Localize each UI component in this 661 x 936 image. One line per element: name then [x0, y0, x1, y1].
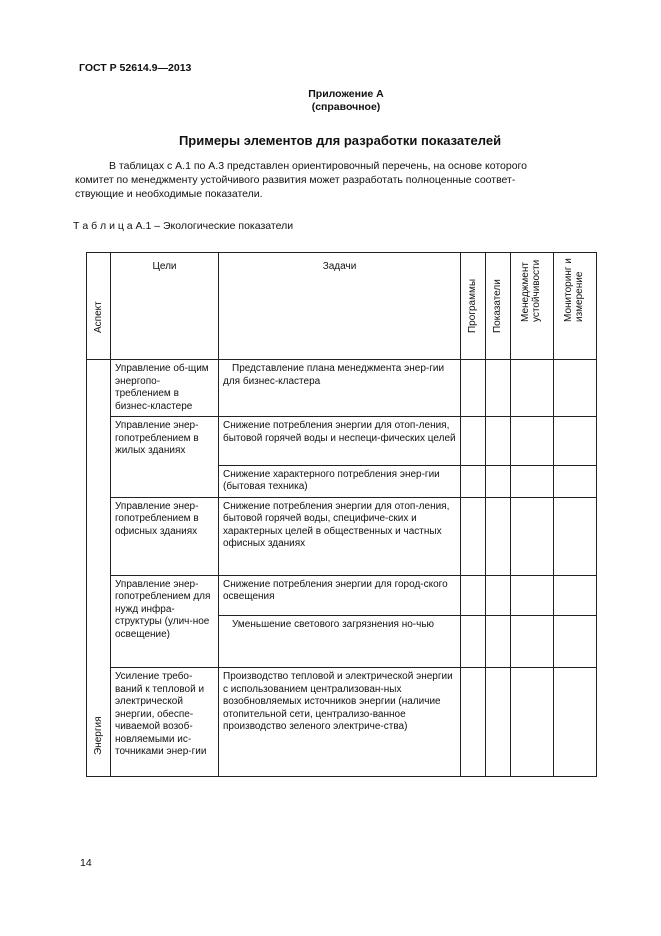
- header-monitoring: [554, 253, 597, 360]
- header-tasks: Задачи: [219, 253, 461, 360]
- annex-title: Приложение А: [308, 88, 384, 100]
- task-cell: Снижение потребления энергии для отоп-ления, бытовой горячей воды и неспеци-фических целей: [219, 417, 461, 466]
- check-cell: [554, 465, 597, 497]
- header-indicators-label: Показатели: [492, 279, 503, 333]
- aspect-label: Энергия: [92, 716, 104, 755]
- check-cell: [461, 360, 486, 417]
- header-indicators: [486, 253, 511, 360]
- check-cell: [554, 668, 597, 777]
- annex-note: (справочное): [311, 101, 381, 113]
- task-cell: Снижение потребления энергии для отоп-ления, бытовой горячей воды, специфиче-ских и характерных целей в общественных и частных офисных зданиях: [219, 497, 461, 575]
- check-cell: [511, 360, 554, 417]
- page-number: 14: [80, 857, 92, 869]
- intro-line: В таблицах с А.1 по А.3 представлен ориентировочный перечень, на основе которого: [109, 160, 527, 172]
- header-aspect-label: Аспект: [92, 301, 104, 333]
- header-monitoring-label: Мониторинг и измерение: [563, 258, 585, 322]
- section-heading: Примеры элементов для разработки показателей: [178, 133, 502, 148]
- check-cell: [461, 497, 486, 575]
- task-cell: Представление плана менеджмента энер-гии для бизнес-кластера: [219, 360, 461, 417]
- table-caption: Т а б л и ц а А.1 – Экологические показатели: [73, 220, 294, 232]
- check-cell: [554, 497, 597, 575]
- check-cell: [461, 616, 486, 668]
- document-code: ГОСТ Р 52614.9—2013: [79, 62, 192, 74]
- check-cell: [461, 465, 486, 497]
- table-header-row: [87, 253, 597, 360]
- check-cell: [511, 575, 554, 616]
- task-cell: Снижение потребления энергии для город-ского освещения: [219, 575, 461, 616]
- header-goals: Цели: [111, 253, 219, 360]
- table-row: [87, 668, 597, 777]
- intro-paragraph: [75, 159, 575, 201]
- goal-cell: Управление об-щим энергопо-треблением в бизнес-кластере: [111, 360, 219, 417]
- task-cell: Производство тепловой и электрической энергии с использованием централизован-ных возобновляемых источников энергии (наличие отопительной сети, централизо-ванное производство зеленого электриче-ства): [219, 668, 461, 777]
- header-aspect: [87, 253, 111, 360]
- table-row: [87, 497, 597, 575]
- header-programs: [461, 253, 486, 360]
- header-programs-label: Программы: [467, 278, 478, 333]
- goal-cell: Управление энер-гопотреблением для нужд инфра-структуры (улич-ное освещение): [111, 575, 219, 668]
- check-cell: [461, 668, 486, 777]
- table-row: [87, 360, 597, 417]
- check-cell: [461, 575, 486, 616]
- check-cell: [511, 465, 554, 497]
- goal-cell: Усиление требо-ваний к тепловой и электрической энергии, обеспе-чиваемой возоб-новляемыми ис-точниками энер-гии: [111, 668, 219, 777]
- check-cell: [486, 616, 511, 668]
- check-cell: [486, 575, 511, 616]
- check-cell: [554, 616, 597, 668]
- intro-line: комитет по менеджменту устойчивого развития может разработать полноценные соответ-: [75, 174, 516, 186]
- check-cell: [486, 668, 511, 777]
- check-cell: [554, 575, 597, 616]
- check-cell: [511, 497, 554, 575]
- check-cell: [486, 465, 511, 497]
- check-cell: [461, 417, 486, 466]
- check-cell: [486, 360, 511, 417]
- check-cell: [511, 417, 554, 466]
- goal-cell: Управление энер-гопотреблением в офисных зданиях: [111, 497, 219, 575]
- intro-line: ствующие и необходимые показатели.: [75, 188, 263, 200]
- check-cell: [554, 360, 597, 417]
- check-cell: [554, 417, 597, 466]
- task-cell: Уменьшение светового загрязнения но-чью: [219, 616, 461, 668]
- check-cell: [511, 668, 554, 777]
- check-cell: [486, 497, 511, 575]
- indicators-table: [86, 252, 597, 777]
- goal-cell: Управление энер-гопотреблением в жилых зданиях: [111, 417, 219, 498]
- check-cell: [511, 616, 554, 668]
- header-management-label: Менеджмент устойчивости: [520, 259, 542, 322]
- aspect-cell: [87, 360, 111, 777]
- table-row: [87, 417, 597, 466]
- table-row: [87, 575, 597, 616]
- check-cell: [486, 417, 511, 466]
- annex-block: [300, 88, 392, 114]
- task-cell: Снижение характерного потребления энер-гии (бытовая техника): [219, 465, 461, 497]
- header-management: [511, 253, 554, 360]
